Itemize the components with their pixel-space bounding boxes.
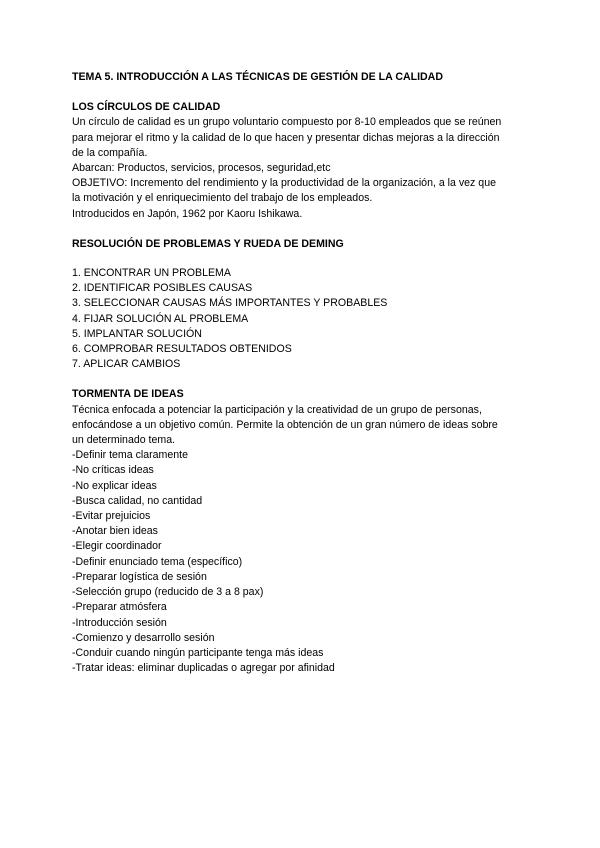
list-item: -Preparar atmósfera <box>72 601 167 614</box>
list-item: 5. IMPLANTAR SOLUCIÓN <box>72 327 202 340</box>
list-item: -Busca calidad, no cantidad <box>72 494 203 507</box>
paragraph-line: Abarcan: Productos, servicios, procesos, seguridad,etc <box>72 162 331 175</box>
list-item: -Preparar logística de sesión <box>72 570 207 583</box>
list-item: -Introducción sesión <box>72 616 167 629</box>
paragraph-line: la motivación y el enriquecimiento del trabajo de los empleados. <box>72 192 373 205</box>
section-heading-deming: RESOLUCIÓN DE PROBLEMAS Y RUEDA DE DEMING <box>72 237 344 250</box>
section-heading-circulos: LOS CÍRCULOS DE CALIDAD <box>72 101 221 114</box>
paragraph-line: Introducidos en Japón, 1962 por Kaoru Ishikawa. <box>72 207 303 220</box>
paragraph-line: para mejorar el ritmo y la calidad de lo que hacen y presentar dichas mejoras a la dirección <box>72 131 500 144</box>
list-item: -Conduir cuando ningún participante tenga más ideas <box>72 646 324 659</box>
deming-steps-list <box>72 266 560 372</box>
section-tormenta-de-ideas <box>72 387 560 676</box>
list-item: -Definir enunciado tema (específico) <box>72 555 243 568</box>
paragraph-line: Un círculo de calidad es un grupo voluntario compuesto por 8-10 empleados que se reúnen <box>72 116 502 129</box>
section-heading-tormenta: TORMENTA DE IDEAS <box>72 388 184 401</box>
list-item: -Evitar prejuicios <box>72 510 151 523</box>
tormenta-items-list <box>72 448 560 676</box>
list-item: -Selección grupo (reducido de 3 a 8 pax) <box>72 586 264 599</box>
list-item: -No críticas ideas <box>72 464 154 477</box>
list-item: -Comienzo y desarrollo sesión <box>72 631 215 644</box>
list-item: 2. IDENTIFICAR POSIBLES CAUSAS <box>72 282 253 295</box>
list-item: 4. FIJAR SOLUCIÓN AL PROBLEMA <box>72 312 249 325</box>
paragraph-line: enfocándose a un objetivo común. Permite la obtención de un gran número de ideas sobre <box>72 418 498 431</box>
list-item: -Elegir coordinador <box>72 540 162 553</box>
list-item: -Anotar bien ideas <box>72 525 158 538</box>
list-item: -No explicar ideas <box>72 479 157 492</box>
list-item: 7. APLICAR CAMBIOS <box>72 358 181 371</box>
paragraph-line: un determinado tema. <box>72 434 176 447</box>
paragraph-line: OBJETIVO: Incremento del rendimiento y la productividad de la organización, a la vez que <box>72 177 496 190</box>
list-item: 3. SELECCIONAR CAUSAS MÁS IMPORTANTES Y PROBABLES <box>72 297 388 310</box>
list-item: 1. ENCONTRAR UN PROBLEMA <box>72 267 231 280</box>
section-circulos-de-calidad <box>72 100 560 222</box>
list-item: 6. COMPROBAR RESULTADOS OBTENIDOS <box>72 343 292 356</box>
paragraph-line: de la compañía. <box>72 146 148 159</box>
list-item: -Definir tema claramente <box>72 449 188 462</box>
list-item: -Tratar ideas: eliminar duplicadas o agregar por afinidad <box>72 662 335 675</box>
document-title: TEMA 5. INTRODUCCIÓN A LAS TÉCNICAS DE GESTIÓN DE LA CALIDAD <box>72 71 443 83</box>
paragraph-line: Técnica enfocada a potenciar la participación y la creatividad de un grupo de personas, <box>72 403 482 416</box>
section-rueda-de-deming <box>72 237 560 373</box>
